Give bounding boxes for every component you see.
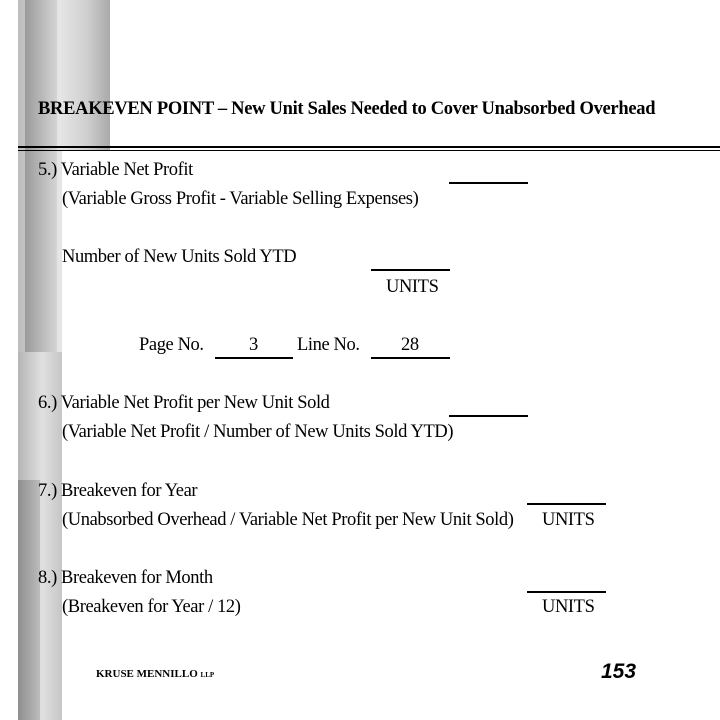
footer-firm-name	[96, 668, 214, 680]
decorative-white-mask	[110, 0, 720, 146]
page-no-label: Page No.	[139, 335, 204, 355]
units-sold-blank	[371, 269, 450, 271]
section-5-formula: (Variable Gross Profit - Variable Selling Expenses)	[62, 189, 419, 209]
firm-name-text: KRUSE MENNILLO	[96, 668, 198, 680]
section-7-units-suffix: UNITS	[542, 510, 595, 530]
page-no-value: 3	[249, 335, 258, 355]
section-8-heading: 8.) Breakeven for Month	[38, 568, 213, 588]
section-6-heading: 6.) Variable Net Profit per New Unit Sold	[38, 393, 330, 413]
section-7-answer-blank	[527, 503, 606, 505]
section-5-heading: 5.) Variable Net Profit	[38, 160, 193, 180]
title-divider-thin	[18, 150, 720, 151]
firm-suffix: LLP	[200, 671, 215, 679]
decorative-panel-lower-shade	[18, 480, 40, 720]
section-6-answer-blank	[449, 415, 528, 417]
line-no-label: Line No.	[297, 335, 360, 355]
units-sold-suffix: UNITS	[386, 277, 439, 297]
line-no-value: 28	[401, 335, 419, 355]
page-number: 153	[601, 660, 637, 683]
title-divider	[18, 146, 720, 148]
section-7-heading: 7.) Breakeven for Year	[38, 481, 198, 501]
section-7-formula: (Unabsorbed Overhead / Variable Net Profit per New Unit Sold)	[62, 510, 514, 530]
units-sold-label: Number of New Units Sold YTD	[62, 247, 297, 267]
section-6-formula: (Variable Net Profit / Number of New Units Sold YTD)	[62, 422, 454, 442]
section-5-answer-blank	[449, 182, 528, 184]
section-8-units-suffix: UNITS	[542, 597, 595, 617]
page-no-underline	[215, 357, 293, 359]
line-no-underline	[371, 357, 450, 359]
section-8-answer-blank	[527, 591, 606, 593]
section-8-formula: (Breakeven for Year / 12)	[62, 597, 241, 617]
page-title: BREAKEVEN POINT – New Unit Sales Needed to Cover Unabsorbed Overhead	[38, 99, 656, 119]
